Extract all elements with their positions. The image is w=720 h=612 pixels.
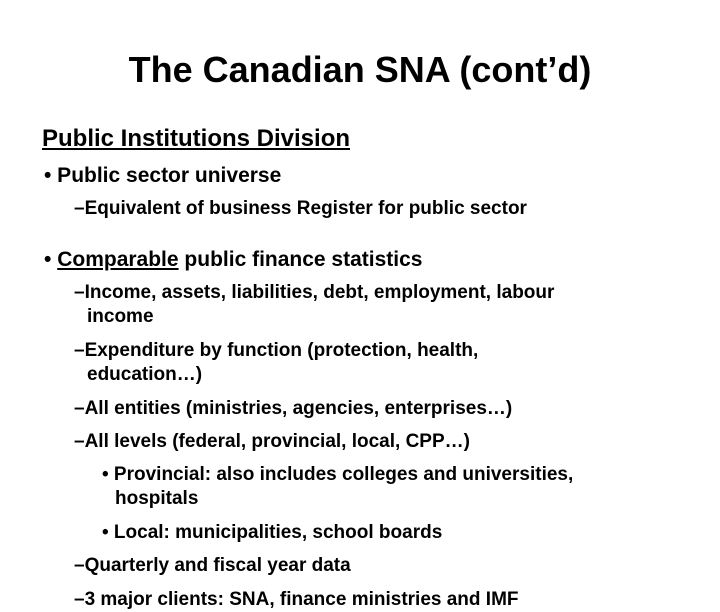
- sub-bullet-all-levels: –All levels (federal, provincial, local, CPP…): [74, 431, 470, 452]
- bullet-marker: •: [44, 248, 52, 271]
- slide-title: The Canadian SNA (cont’d): [128, 49, 592, 90]
- bullet-text: public finance statistics: [178, 248, 423, 271]
- bullet-comparable-statistics: [44, 247, 422, 273]
- sub-bullet-income-line2: income: [87, 306, 154, 327]
- bullet-public-sector-universe: • Public sector universe: [44, 164, 282, 187]
- sub-sub-bullet-provincial-line1: • Provincial: also includes colleges and universities,: [102, 464, 574, 485]
- sub-bullet-equivalent-register: –Equivalent of business Register for public sector: [74, 198, 527, 219]
- sub-bullet-all-entities: –All entities (ministries, agencies, enterprises…): [74, 398, 513, 419]
- sub-bullet-income-line1: –Income, assets, liabilities, debt, employment, labour: [74, 282, 555, 303]
- sub-bullet-major-clients: –3 major clients: SNA, finance ministries and IMF: [74, 589, 519, 610]
- sub-bullet-expenditure-line2: education…): [87, 364, 203, 385]
- sub-sub-bullet-local: • Local: municipalities, school boards: [102, 522, 443, 543]
- section-heading: Public Institutions Division: [42, 125, 351, 152]
- underlined-word: Comparable: [57, 248, 179, 271]
- sub-sub-bullet-provincial-line2: hospitals: [115, 488, 199, 509]
- sub-bullet-expenditure-line1: –Expenditure by function (protection, health,: [74, 340, 479, 361]
- sub-bullet-quarterly-data: –Quarterly and fiscal year data: [74, 555, 351, 576]
